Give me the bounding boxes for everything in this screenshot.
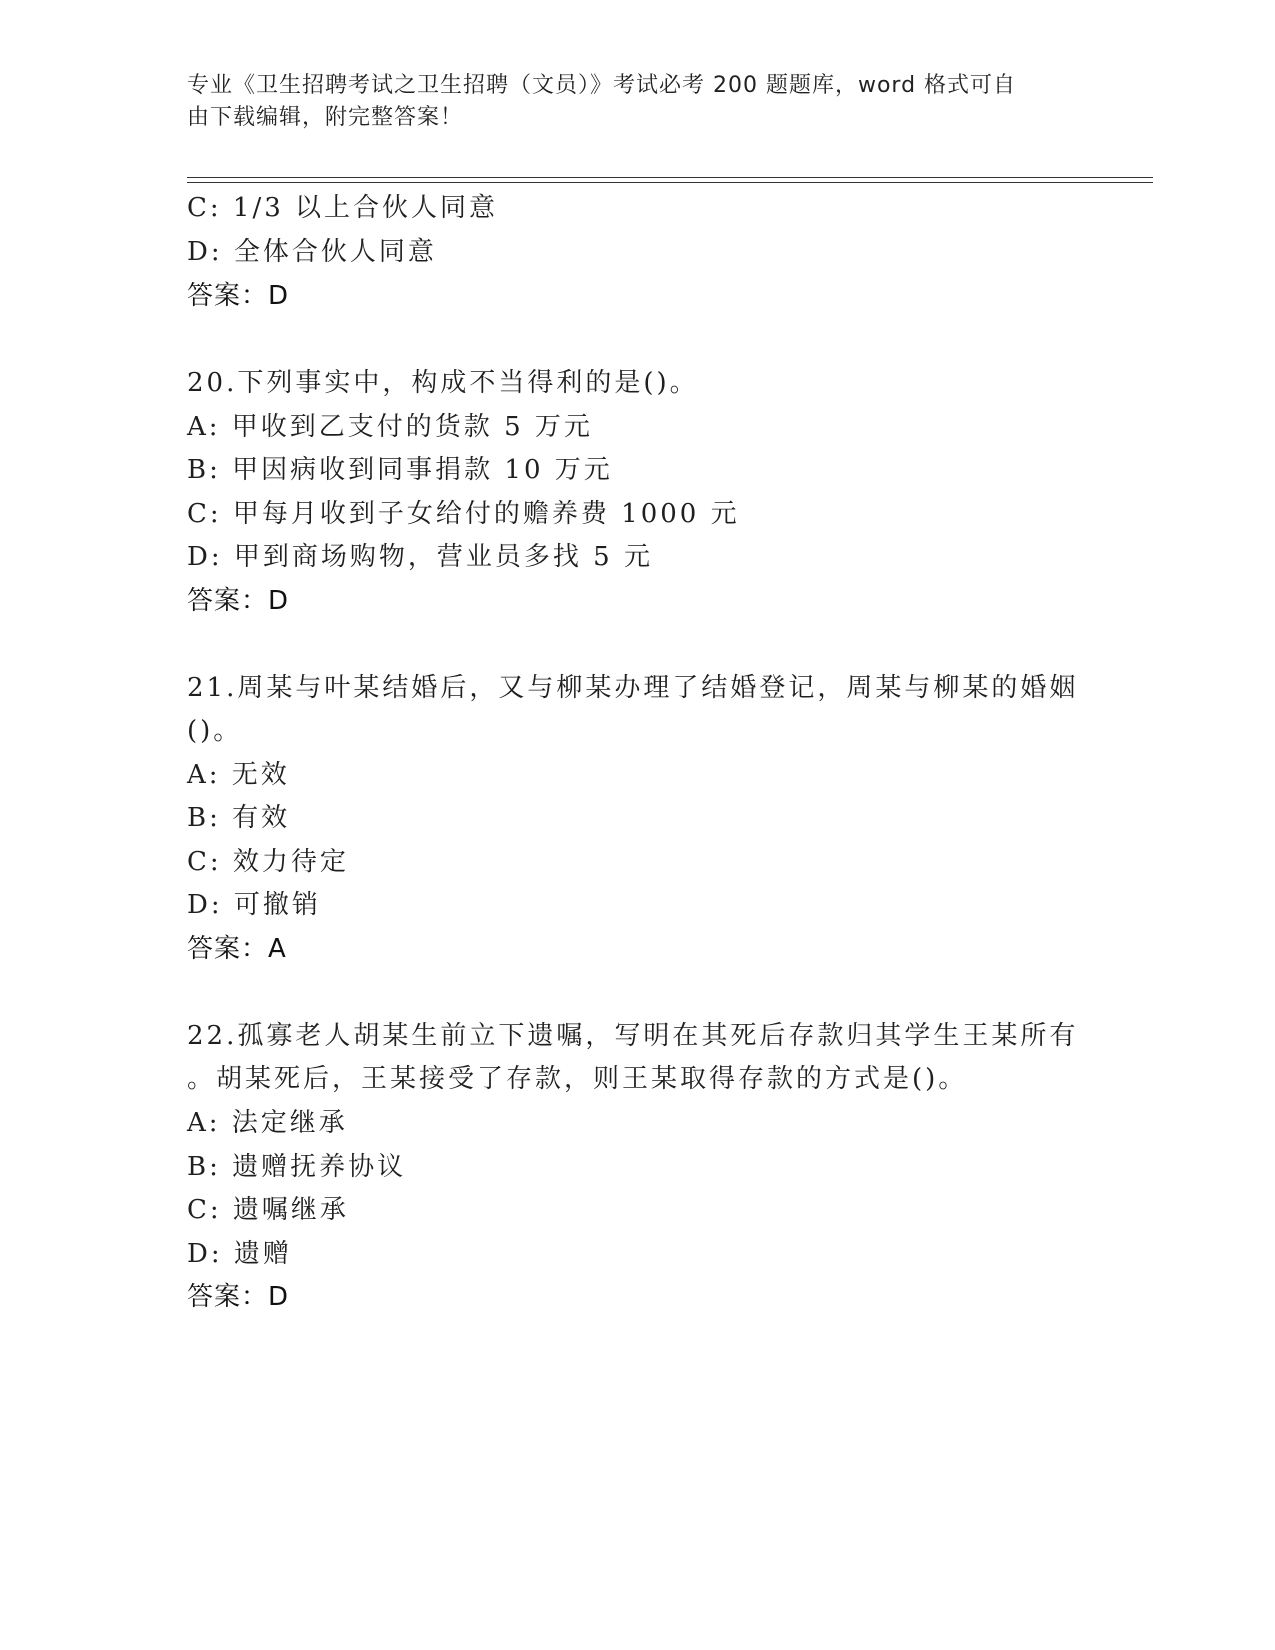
header-divider-top <box>187 177 1153 178</box>
q19-option-c: C: 1/3 以上合伙人同意 <box>187 193 499 223</box>
q22-option-c: C: 遗嘱继承 <box>187 1195 349 1225</box>
q22-option-d: D: 遗赠 <box>187 1239 292 1269</box>
q22-stem-line-2: 。胡某死后，王某接受了存款，则王某取得存款的方式是()。 <box>187 1064 968 1094</box>
q20-option-d: D: 甲到商场购物，营业员多找 5 元 <box>187 542 653 572</box>
q21-stem-line-1: 21.周某与叶某结婚后，又与柳某办理了结婚登记，周某与柳某的婚姻 <box>187 673 1079 703</box>
q22-stem-line-1: 22.孤寡老人胡某生前立下遗嘱，写明在其死后存款归其学生王某所有 <box>187 1021 1079 1051</box>
q20-stem: 20.下列事实中，构成不当得利的是()。 <box>187 368 699 398</box>
q21-stem-line-2: ()。 <box>187 716 243 746</box>
q22-option-a: A: 法定继承 <box>187 1108 348 1138</box>
q20-option-c: C: 甲每月收到子女给付的赡养费 1000 元 <box>187 499 740 529</box>
q19-answer: 答案：D <box>187 281 290 311</box>
header-divider-bottom <box>187 182 1153 183</box>
q21-option-c: C: 效力待定 <box>187 847 349 877</box>
q21-option-a: A: 无效 <box>187 760 290 790</box>
header-line-2: 由下载编辑，附完整答案！ <box>187 105 464 130</box>
q22-option-b: B: 遗赠抚养协议 <box>187 1152 407 1182</box>
q21-option-d: D: 可撤销 <box>187 890 321 920</box>
header-line-1: 专业《卫生招聘考试之卫生招聘（文员）》考试必考 200 题题库，word 格式可自 <box>187 73 1017 98</box>
q20-option-b: B: 甲因病收到同事捐款 10 万元 <box>187 455 613 485</box>
document-header <box>187 70 1067 134</box>
q20-option-a: A: 甲收到乙支付的货款 5 万元 <box>187 412 593 442</box>
q21-answer: 答案：A <box>187 934 287 964</box>
q20-answer: 答案：D <box>187 586 290 616</box>
q19-option-d: D: 全体合伙人同意 <box>187 237 437 267</box>
q22-answer: 答案：D <box>187 1282 290 1312</box>
q21-option-b: B: 有效 <box>187 803 291 833</box>
